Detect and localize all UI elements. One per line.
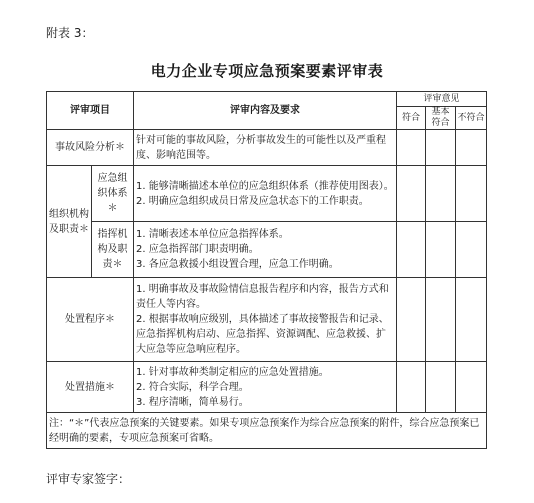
row-risk-analysis <box>47 130 487 166</box>
signature-label: 评审专家签字： <box>46 472 131 486</box>
risk-cell-basic[interactable] <box>426 130 456 166</box>
header-option-comply: 符合 <box>397 107 426 130</box>
org1-cell-noncomply[interactable] <box>456 166 487 222</box>
procedure-cell-basic[interactable] <box>426 278 456 362</box>
org2-cell-comply[interactable] <box>397 222 426 278</box>
risk-content: 针对可能的事故风险，分析事故发生的可能性以及严重程度、影响范围等。 <box>134 130 397 166</box>
header-option-basic-comply: 基本 符合 <box>426 107 456 130</box>
document-title: 电力企业专项应急预案要素评审表 <box>150 62 384 80</box>
appendix-label: 附表 3： <box>46 26 94 40</box>
risk-cell-noncomply[interactable] <box>456 130 487 166</box>
org2-cell-noncomply[interactable] <box>456 222 487 278</box>
row-procedure <box>47 278 487 362</box>
review-table <box>46 91 487 449</box>
table-note: 注：“＊”代表应急预案的关键要素。如果专项应急预案作为综合应急预案的附件，综合应急预案已经明确的要素，专项应急预案可省略。 <box>47 413 487 449</box>
measures-cell-comply[interactable] <box>397 362 426 413</box>
org1-cell-comply[interactable] <box>397 166 426 222</box>
risk-item-label: 事故风险分析＊ <box>47 130 134 166</box>
org1-cell-basic[interactable] <box>426 166 456 222</box>
org-sub1-content: 1. 能够清晰描述本单位的应急组织体系（推荐使用图表）。 2. 明确应急组织成员日常及应急状态下的工作职责。 <box>134 166 397 222</box>
risk-cell-comply[interactable] <box>397 130 426 166</box>
org2-cell-basic[interactable] <box>426 222 456 278</box>
header-option-noncomply: 不符合 <box>456 107 487 130</box>
measures-cell-noncomply[interactable] <box>456 362 487 413</box>
header-item: 评审项目 <box>47 92 134 130</box>
row-command-structure <box>47 222 487 278</box>
org-sub1-label: 应急组织体系＊ <box>92 166 134 222</box>
org-sub2-label: 指挥机构及职责＊ <box>92 222 134 278</box>
row-measures <box>47 362 487 413</box>
procedure-cell-noncomply[interactable] <box>456 278 487 362</box>
header-content: 评审内容及要求 <box>134 92 397 130</box>
org-group-label: 组织机构及职责＊ <box>47 166 92 278</box>
procedure-item-label: 处置程序＊ <box>47 278 134 362</box>
measures-cell-basic[interactable] <box>426 362 456 413</box>
measures-item-label: 处置措施＊ <box>47 362 134 413</box>
measures-content: 1. 针对事故种类制定相应的应急处置措施。 2. 符合实际，科学合理。 3. 程序清晰，简单易行。 <box>134 362 397 413</box>
row-org-system <box>47 166 487 222</box>
row-note <box>47 413 487 449</box>
org-sub2-content: 1. 清晰表述本单位应急指挥体系。 2. 应急指挥部门职责明确。 3. 各应急救援小组设置合理，应急工作明确。 <box>134 222 397 278</box>
procedure-cell-comply[interactable] <box>397 278 426 362</box>
header-opinion: 评审意见 <box>397 92 487 107</box>
procedure-content: 1. 明确事故及事故险情信息报告程序和内容，报告方式和责任人等内容。 2. 根据事故响应级别，具体描述了事故接警报告和记录、应急指挥机构启动、应急指挥、资源调配、应急救援、扩大应急等应急响应程序。 <box>134 278 397 362</box>
